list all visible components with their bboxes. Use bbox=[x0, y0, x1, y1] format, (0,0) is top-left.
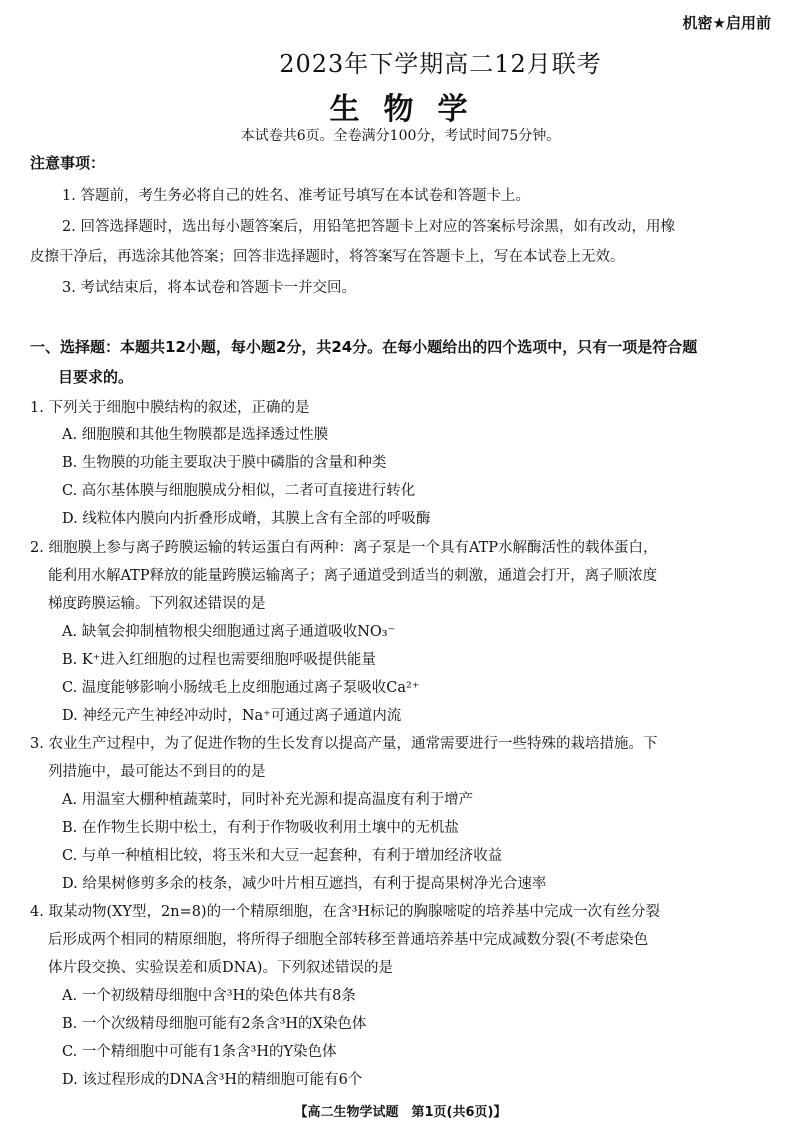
question-2-stem: 能利用水解ATP释放的能量跨膜运输离子；离子通道受到适当的刺激，通道会打开，离子顺浓度 bbox=[48, 568, 658, 584]
page-footer: 【高二生物学试题 第1页(共6页)】 bbox=[294, 1105, 507, 1120]
question-4-option-d: D. 该过程形成的DNA含³H的精细胞可能有6个 bbox=[62, 1072, 363, 1088]
question-2-option-b: B. K⁺进入红细胞的过程也需要细胞呼吸提供能量 bbox=[62, 652, 376, 668]
section-heading: 一、选择题：本题共12小题，每小题2分，共24分。在每小题给出的四个选项中，只有一项是符合题 bbox=[30, 338, 698, 356]
exam-title: 2023年下学期高二12月联考 bbox=[279, 50, 602, 78]
exam-info: 本试卷共6页。全卷满分100分，考试时间75分钟。 bbox=[240, 128, 561, 144]
question-4-stem: 后形成两个相同的精原细胞，将所得子细胞全部转移至普通培养基中完成减数分裂(不考虑染色 bbox=[48, 932, 649, 948]
question-1-stem: 1. 下列关于细胞中膜结构的叙述，正确的是 bbox=[30, 400, 310, 416]
question-3-option-b: B. 在作物生长期中松土，有利于作物吸收利用土壤中的无机盐 bbox=[62, 820, 459, 836]
question-2-stem: 2. 细胞膜上参与离子跨膜运输的转运蛋白有两种：离子泵是一个具有ATP水解酶活性的载体蛋白， bbox=[30, 540, 658, 556]
question-1-option-a: A. 细胞膜和其他生物膜都是选择透过性膜 bbox=[62, 427, 329, 443]
section-heading-cont: 目要求的。 bbox=[58, 368, 134, 386]
question-2-option-d: D. 神经元产生神经冲动时，Na⁺可通过离子通道内流 bbox=[62, 708, 402, 724]
question-3-option-a: A. 用温室大棚种植蔬菜时，同时补充光源和提高温度有利于增产 bbox=[62, 792, 474, 808]
question-4-stem: 4. 取某动物(XY型，2n=8)的一个精原细胞，在含³H标记的胸腺嘧啶的培养基中完成一次有丝分裂 bbox=[30, 904, 661, 920]
confidential-mark: 机密★启用前 bbox=[682, 14, 771, 32]
question-2-stem: 梯度跨膜运输。下列叙述错误的是 bbox=[48, 596, 266, 612]
subject-title: 生物学 bbox=[329, 92, 492, 127]
question-3-stem: 列措施中，最可能达不到目的的是 bbox=[48, 764, 266, 780]
notice-item: 2. 回答选择题时，选出每小题答案后，用铅笔把答题卡上对应的答案标号涂黑，如有改动，用橡 bbox=[62, 219, 675, 235]
notice-item: 皮擦干净后，再选涂其他答案；回答非选择题时，将答案写在答题卡上，写在本试卷上无效。 bbox=[30, 249, 625, 265]
question-4-option-b: B. 一个次级精母细胞可能有2条含³H的X染色体 bbox=[62, 1016, 367, 1032]
notice-item: 3. 考试结束后，将本试卷和答题卡一并交回。 bbox=[62, 280, 356, 296]
question-4-option-c: C. 一个精细胞中可能有1条含³H的Y染色体 bbox=[62, 1044, 337, 1060]
question-1-option-d: D. 线粒体内膜向内折叠形成嵴，其膜上含有全部的呼吸酶 bbox=[62, 511, 431, 527]
question-2-option-c: C. 温度能够影响小肠绒毛上皮细胞通过离子泵吸收Ca²⁺ bbox=[62, 680, 420, 696]
question-4-option-a: A. 一个初级精母细胞中含³H的染色体共有8条 bbox=[62, 988, 356, 1004]
notice-title: 注意事项： bbox=[30, 154, 106, 172]
question-3-option-d: D. 给果树修剪多余的枝条，减少叶片相互遮挡，有利于提高果树净光合速率 bbox=[62, 876, 547, 892]
question-1-option-b: B. 生物膜的功能主要取决于膜中磷脂的含量和种类 bbox=[62, 455, 387, 471]
question-3-stem: 3. 农业生产过程中，为了促进作物的生长发育以提高产量，通常需要进行一些特殊的栽培措施。下 bbox=[30, 736, 658, 752]
question-2-option-a: A. 缺氧会抑制植物根尖细胞通过离子通道吸收NO₃⁻ bbox=[62, 624, 396, 640]
notice-item: 1. 答题前，考生务必将自己的姓名、准考证号填写在本试卷和答题卡上。 bbox=[62, 188, 530, 204]
question-1-option-c: C. 高尔基体膜与细胞膜成分相似，二者可直接进行转化 bbox=[62, 483, 416, 499]
question-4-stem: 体片段交换、实验误差和质DNA)。下列叙述错误的是 bbox=[48, 960, 393, 976]
question-3-option-c: C. 与单一种植相比较，将玉米和大豆一起套种，有利于增加经济收益 bbox=[62, 848, 503, 864]
